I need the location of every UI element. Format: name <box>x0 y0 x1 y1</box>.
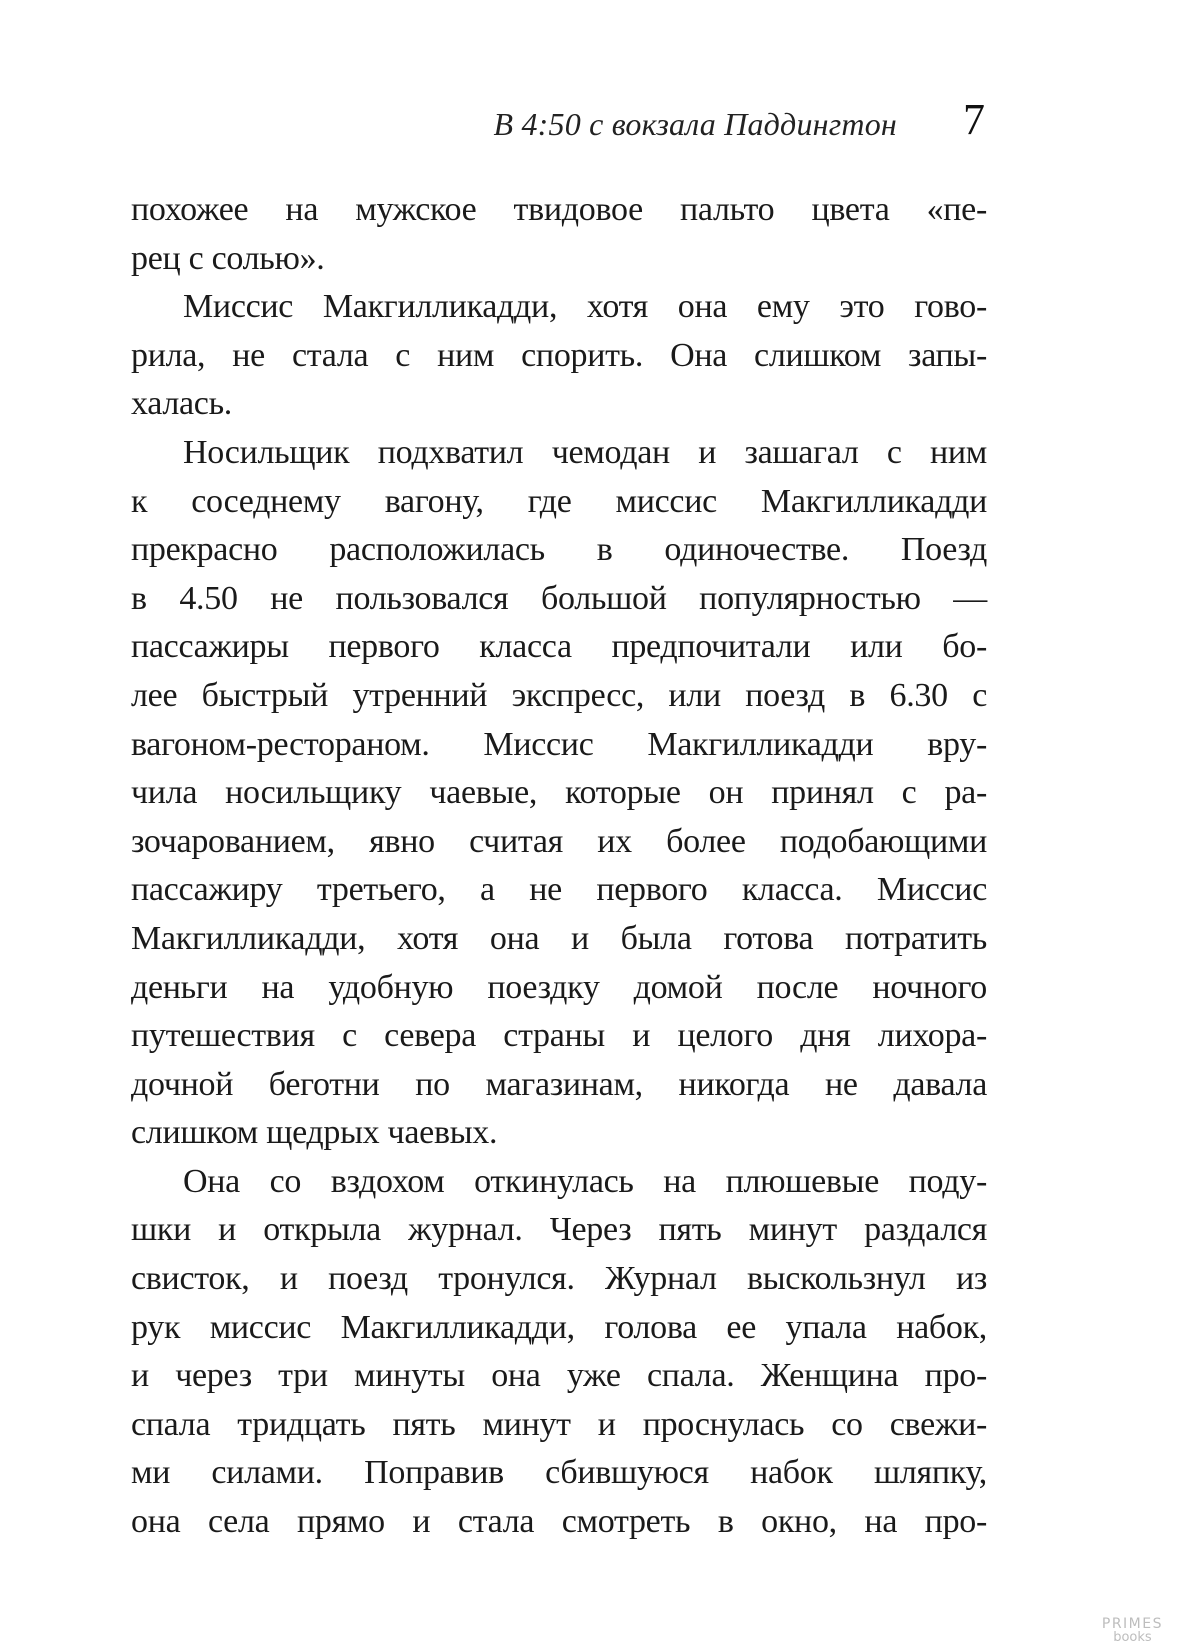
running-title: В 4:50 с вокзала Паддингтон <box>493 106 897 142</box>
text-line: она села прямо и стала смотреть в окно, на про- <box>131 1503 987 1541</box>
text-line: слишком щедрых чаевых. <box>131 1114 498 1152</box>
text-line: вагоном-рестораном. Миссис Макгилликадди вру- <box>131 725 987 763</box>
text-line: ми силами. Поправив сбившуюся набок шляпку, <box>131 1454 987 1492</box>
text-line: Она со вздохом откинулась на плюшевые поду- <box>183 1162 987 1200</box>
running-head <box>0 96 985 152</box>
text-line: путешествия с севера страны и целого дня лихора- <box>131 1017 987 1055</box>
watermark-logo <box>1102 1617 1163 1645</box>
text-line: дочной беготни по магазинам, никогда не давала <box>131 1065 987 1103</box>
text-line: свисток, и поезд тронулся. Журнал выскользнул из <box>131 1260 987 1298</box>
text-line: к соседнему вагону, где миссис Макгилликадди <box>131 482 987 520</box>
watermark-bottom: books <box>1113 1630 1152 1645</box>
text-line: Макгилликадди, хотя она и была готова потратить <box>131 919 987 957</box>
text-line: рец с солью». <box>131 239 325 277</box>
text-line: чила носильщику чаевые, которые он принял с ра- <box>131 774 987 812</box>
text-line: пассажиру третьего, а не первого класса. Миссис <box>131 871 987 909</box>
text-line: Миссис Макгилликадди, хотя она ему это гово- <box>183 288 987 326</box>
text-line: похожее на мужское твидовое пальто цвета «пе- <box>131 191 987 228</box>
body-text <box>131 186 987 1547</box>
text-line: деньги на удобную поездку домой после ночного <box>131 968 987 1006</box>
text-line: и через три минуты она уже спала. Женщина про- <box>131 1357 987 1395</box>
text-line: рук миссис Макгилликадди, голова ее упала набок, <box>131 1308 987 1346</box>
text-line: шки и открыла журнал. Через пять минут раздался <box>131 1211 987 1249</box>
text-line: пассажиры первого класса предпочитали или бо- <box>131 628 987 666</box>
text-line: халась. <box>131 385 232 423</box>
text-line: в 4.50 не пользовался большой популярностью — <box>131 579 987 617</box>
text-line: спала тридцать пять минут и проснулась со свежи- <box>131 1405 987 1443</box>
page-number: 7 <box>963 95 985 144</box>
text-line: прекрасно расположилась в одиночестве. Поезд <box>131 531 987 569</box>
watermark-top: PRIMES <box>1101 1616 1163 1632</box>
text-line: зочарованием, явно считая их более подобающими <box>131 822 987 860</box>
text-line: рила, не стала с ним спорить. Она слишком запы- <box>131 336 987 374</box>
text-line: лее быстрый утренний экспресс, или поезд в 6.30 с <box>131 676 987 714</box>
text-line: Носильщик подхватил чемодан и зашагал с ним <box>183 433 987 471</box>
